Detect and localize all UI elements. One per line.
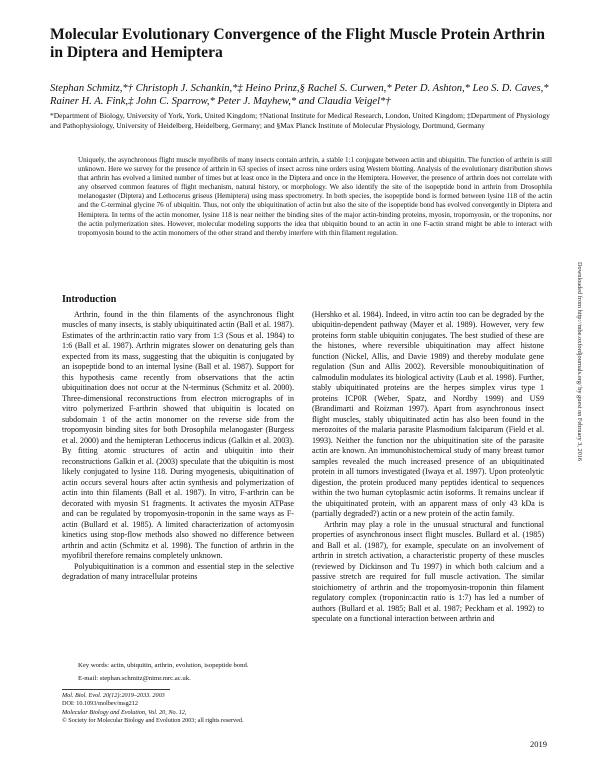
email: E-mail: stephan.schmitz@nimr.mrc.ac.uk. (78, 675, 191, 682)
doi-line: DOI: 10.1093/molbev/msg212 (62, 700, 138, 708)
body-paragraph: (Hershko et al. 1984). Indeed, in vitro actin too can be degraded by the ubiquitin-dependent pathway (Mayer et al. 1989). However, very few proteins form stable ubiquitin conjugates. The best studied of these are the histones, where reversible ubiquitination may affect histone function (Nickel, Allis, and Davie 1989) and thereby modulate gene regulation (Sun and Allis 2002). Reversible monoubiquitination of calmodulin modulates its biological activity (Laub et al. 1998). Further, stably ubiquitinated proteins are the herpes simplex virus type 1 proteins ICP0R (Weber, Spatz, and Nordby 1999) and US9 (Brandimarti and Roizman 1997). Apart from asynchronous insect flight muscles, stably ubiquitinated actin has also been found in the merozoites of the malaria parasite Plasmodium falciparum (Field et al. 1993). Neither the function nor the ubiquitination site of the parasite actin are known. An immunohistochemical study of many breast tumor samples revealed the much increased presence of an ubiquitinated protein in all tumors investigated (Iwaya et al. 1997). Upon proteolytic digestion, the protein produced many peptides identical to sequences within the two human cytoplasmic actin isoforms. It remains unclear if the ubiquitinated protein, with an apparent mass of only 43 kDa is (partially degraded?) actin or a new protein of the actin family. (312, 310, 544, 519)
page-number: 2019 (530, 739, 547, 749)
journal-line: Molecular Biology and Evolution, Vol. 20, No. 12, (62, 708, 187, 716)
section-heading-introduction: Introduction (62, 294, 117, 305)
citation-footer (62, 692, 302, 725)
copyright-line: © Society for Molecular Biology and Evolution 2003; all rights reserved. (62, 716, 244, 724)
keywords-block (78, 661, 308, 683)
download-watermark: Downloaded from http://mbe.oxfordjournals.org/ by guest on February 3, 2016 (576, 262, 583, 462)
affiliations: *Department of Biology, University of York, York, United Kingdom; †National Institute for Medical Research, London, United Kingdom; ‡Department of Physiology and Pathophysiology, University of Heidelberg, Heidelberg, Germany; and §Max Planck Institute of Molecular Physiology, Dortmund, Germany (50, 111, 550, 130)
article-title: Molecular Evolutionary Convergence of the Flight Muscle Protein Arthrin in Diptera and Hemiptera (50, 26, 545, 61)
body-paragraph: Arthrin may play a role in the unusual structural and functional properties of asynchronous insect flight muscles. Bullard et al. (1985) and Ball et al. (1987), for example, speculate on an involvement of arthrin in stretch activation, a characteristic property of these muscles (reviewed by Dickinson and Tu 1997) in which both calcium and a passive stretch are required for full muscle activation. The similar stoichiometry of arthrin and the tropomyosin-troponin thin filament regulatory complex (troponin:actin ratio is 1:7) has led a number of authors (Bullard et al. 1985; Ball et al. 1987; Peckham et al. 1992) to speculate on a functional interaction between arthrin and (312, 519, 544, 624)
body-paragraph: Polyubiquitination is a common and essential step in the selective degradation of many intracellular proteins (62, 561, 294, 582)
body-paragraph: Arthrin, found in the thin filaments of the asynchronous flight muscles of many insects, is stably ubiquitinated actin (Ball et al. 1987). Estimates of the arthrin:actin ratio vary from 1:3 (Sous et al. 1984) to 1:6 (Ball et al. 1987). Arthrin migrates slower on denaturing gels than expected from its mass, suggesting that the ubiquitin is conjugated by an isopeptide bond to an internal lysine (Ball et al. 1987). Support for this hypothesis came recently from observations that the actin ubiquitination does not occur at the N-terminus (Schmitz et al. 2000). Three-dimensional reconstructions from electron micrographs of in vitro polymerized F-arthrin showed that ubiquitin is located on subdomain 1 of the actin monomer on the reverse side from the tropomyosin binding sites for both Drosophila melanogaster (Burgess et al. 2000) and the hemipteran Lethocerus indicus (Galkin et al. 2003). By fitting atomic structures of actin and ubiquitin into their reconstructions Galkin et al. (2003) speculate that the ubiquitin is most likely conjugated to lysine 118. During myogenesis, ubiquitination of actin occurs several hours after actin synthesis and polymerization of actin into thin filaments (Ball et al. 1987). In vitro, F-arthrin can be decorated with myosin S1 fragments. It activates the myosin ATPase and can be regulated by tropomyosin-troponin in the same ways as F-actin (Bullard et al. 1985). A limited characterization of actomyosin kinetics using stop-flow methods also showed no difference between arthrin and actin (Schmitz et al. 1998). The function of arthrin in the myofibril therefore remains completely unknown. (62, 310, 294, 561)
keywords: Key words: actin, ubiquitin, arthrin, evolution, isopeptide bond. (78, 662, 249, 669)
author-list: Stephan Schmitz,*† Christoph J. Schankin,*‡ Heino Prinz,§ Rachel S. Curwen,* Peter D. Ashton,* Leo S. D. Caves,* Rainer H. A. Fink,‡ John C. Sparrow,* Peter J. Mayhew,* and Claudia Veigel*† (50, 83, 549, 108)
footnote-rule (62, 689, 170, 690)
left-column (62, 310, 294, 583)
right-column (312, 310, 544, 625)
abstract: Uniquely, the asynchronous flight muscle myofibrils of many insects contain arthrin, a stable 1:1 conjugate between actin and ubiquitin. The function of arthrin is still unknown. Here we survey for the presence of arthrin in 63 species of insect across nine orders using Western blotting. Analysis of the evolutionary distribution shows that arthrin has evolved a limited number of times but at least once in the Diptera and once in the Hemiptera. However, the presence of arthrin does not correlate with any observed common features of flight mechanism, natural history, or morphology. We also identify the site of the isopeptide bond in arthrin from Drosophila melanogaster (Diptera) and Lethocerus griseus (Hemiptera) using mass spectrometry. In both species, the isopeptide bond is formed between lysine 118 of the actin and the C-terminal glycine 76 of ubiquitin. Thus, not only the ubiquitination of actin but also the site of the isopeptide bond has evolved convergently in Diptera and Hemiptera. In terms of the actin monomer, lysine 118 is near neither the binding sites of the major actin-binding proteins, myosin, tropomyosin, or the troponins, nor the actin polymerization sites. However, molecular modeling supports the idea that ubiquitin bound to an actin in one F-actin strand might be able to interact with tropomyosin bound to the actin monomers of the other strand and thereby interfere with thin filament regulation. (78, 156, 552, 237)
citation-line: Mol. Biol. Evol. 20(12):2019–2033. 2003 (62, 692, 165, 699)
